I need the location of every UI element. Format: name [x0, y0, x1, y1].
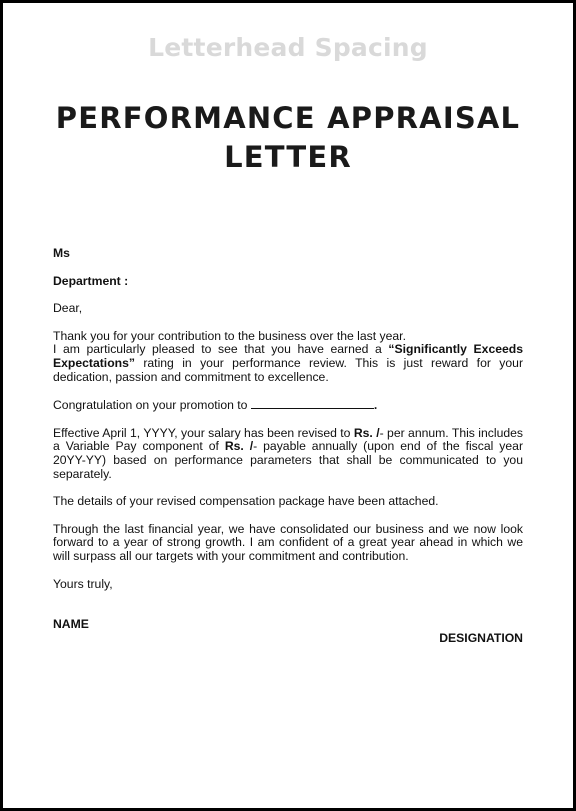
salary-amount: Rs. /	[353, 425, 380, 440]
title-line-2: LETTER	[224, 140, 352, 174]
salary-text-2: - per annum. This includes a Variable Pay component of	[53, 425, 523, 454]
recipient-department: Department :	[53, 273, 129, 288]
paragraph-growth: Through the last financial year, we have consolidated our business and we now look forward to a year of strong growth. I am confident of a great year ahead in which we will surpass all our targets with your commitment and contribution.	[53, 521, 523, 563]
promotion-text: Congratulation on your promotion to	[53, 398, 251, 413]
closing: Yours truly,	[53, 576, 113, 591]
paragraph-promotion	[53, 398, 523, 413]
paragraph-salary	[53, 427, 523, 481]
letterhead-placeholder: Letterhead Spacing	[148, 33, 428, 62]
salary-text-3: - payable annually (upon end of the fiscal year 20YY-YY) based on performance parameters that shall be communicated to you separately.	[53, 439, 524, 481]
paragraph-contribution	[53, 330, 523, 384]
promotion-blank	[251, 398, 374, 409]
signature-designation: DESIGNATION	[439, 630, 523, 645]
signature-name: NAME	[53, 617, 89, 632]
promotion-period: .	[373, 398, 378, 413]
paragraph-contribution-text: I am particularly pleased to see that you have earned a	[53, 342, 389, 357]
recipient-salutation: Ms	[53, 246, 70, 260]
paragraph-contribution-line1: Thank you for your contribution to the business over the last year.	[53, 328, 406, 343]
greeting: Dear,	[53, 301, 83, 316]
salary-text-1: Effective April 1, YYYY, your salary has been revised to	[53, 425, 354, 440]
paragraph-contribution-text-end: rating in your performance review. This is just reward for your dedication, passion and commitment to excellence.	[53, 355, 523, 384]
rating-text: “Significantly Exceeds Expectations”	[53, 342, 523, 370]
title-line-1: PERFORMANCE APPRAISAL	[55, 101, 521, 135]
document-title	[3, 99, 573, 177]
paragraph-compensation: The details of your revised compensation package have been attached.	[53, 494, 439, 509]
letter-body	[53, 247, 523, 645]
variable-pay-amount: Rs. /	[224, 439, 254, 454]
